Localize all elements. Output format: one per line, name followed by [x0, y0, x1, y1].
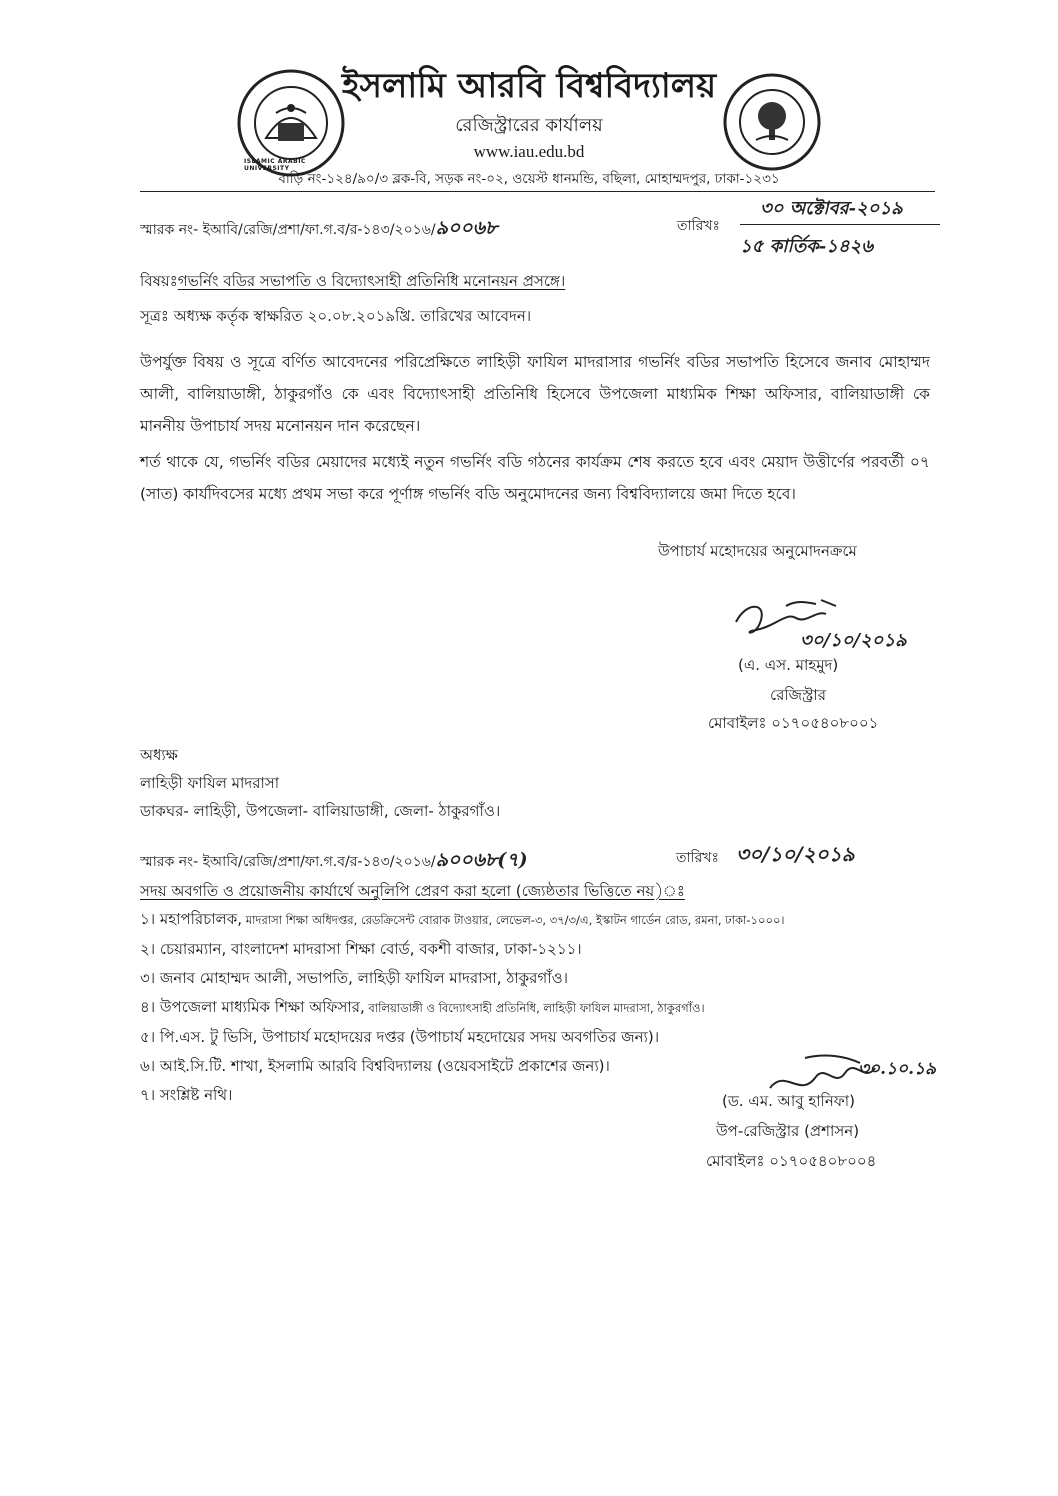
- distribution-item-main: ৩। জনাব মোহাম্মদ আলী, সভাপতি, লাহিড়ী ফাযিল মাদরাসা, ঠাকুরগাঁও।: [140, 969, 569, 987]
- memo-date-bangla: ১৫ কার্তিক-১৪২৬: [740, 236, 873, 257]
- seal-logo: [722, 72, 822, 172]
- address: বাড়ি নং-১২৪/৯০/৩ ব্লক-বি, সড়ক নং-০২, ওয়েস্ট ধানমন্ডি, বছিলা, মোহাম্মদপুর, ঢাকা-১২৩১: [278, 171, 780, 187]
- distribution-item-main: ৫। পি.এস. টু ভিসি, উপাচার্য মহোদয়ের দপ্তর (উপাচার্য মহদোয়ের সদয় অবগতির জন্য)।: [140, 1028, 660, 1046]
- header-divider: [140, 191, 935, 192]
- distribution-item: [140, 993, 785, 1023]
- distribution-item-detail: মাদরাসা শিক্ষা অধিদপ্তর, রেডক্রিসেন্ট বোরাক টাওয়ার, লেভেল-৩, ৩৭/৩/এ, ইস্কাটন গার্ডেন রোড, রমনা, ঢাকা-১০০০।: [242, 913, 785, 927]
- memo-ref-handwritten: ৯০০৬৮: [435, 217, 498, 239]
- distribution-heading: সদয় অবগতি ও প্রয়োজনীয় কার্যার্থে অনুলিপি প্রেরণ করা হলো (জ্যেষ্ঠতার ভিত্তিতে নয়)ঃ: [140, 882, 685, 900]
- recipient-title: অধ্যক্ষ: [140, 746, 178, 764]
- recipient-institution: লাহিড়ী ফাযিল মাদরাসা: [140, 774, 280, 792]
- subject-line: [140, 270, 565, 295]
- university-name: ইসলামি আরবি বিশ্ববিদ্যালয়: [341, 66, 717, 106]
- recipient-address: ডাকঘর- লাহিড়ী, উপজেলা- বালিয়াডাঙ্গী, জেলা- ঠাকুরগাঁও।: [140, 802, 501, 820]
- signatory-2-mobile: মোবাইলঃ ০১৭০৫৪০৮০০৪: [706, 1152, 877, 1170]
- distribution-item-detail: বালিয়াডাঙ্গী ও বিদ্যোৎসাহী প্রতিনিধি, লাহিড়ী ফাযিল মাদরাসা, ঠাকুরগাঁও।: [364, 1001, 705, 1015]
- logo-text: ISLAMIC ARABIC UNIVERSITY: [244, 158, 306, 172]
- subject-text: গভর্নিং বডির সভাপতি ও বিদ্যোৎসাহী প্রতিনিধি মনোনয়ন প্রসঙ্গে।: [177, 272, 566, 290]
- copy-memo-date: ৩০/১০/২০১৯: [736, 842, 855, 866]
- signatory-1-name: (এ. এস. মাহমুদ): [738, 656, 839, 674]
- memo-ref-printed: স্মারক নং- ইআবি/রেজি/প্রশা/ফা.গ.ব/র-১৪৩/২০১৬/: [140, 222, 436, 238]
- signatory-2-designation: উপ-রেজিস্ট্রার (প্রশাসন): [716, 1122, 860, 1140]
- distribution-item: [140, 1023, 785, 1052]
- signatory-1-mobile: মোবাইলঃ ০১৭০৫৪০৮০০১: [708, 714, 879, 732]
- body-paragraph-2: শর্ত থাকে যে, গভর্নিং বডির মেয়াদের মধ্যেই নতুন গভর্নিং বডি গঠনের কার্যক্রম শেষ করতে হবে এবং মেয়াদ উত্তীর্ণের পরবর্তী ০৭ (সাত) কার্যদিবসের মধ্যে প্রথম সভা করে পূর্ণাঙ্গ গভর্নিং বডি অনুমোদনের জন্য বিশ্ববিদ্যালয়ে জমা দিতে হবে।: [140, 453, 930, 503]
- reference-line: সূত্রঃ অধ্যক্ষ কর্তৃক স্বাক্ষরিত ২০.০৮.২০১৯খ্রি. তারিখের আবেদন।: [140, 307, 532, 325]
- distribution-item-main: ৪। উপজেলা মাধ্যমিক শিক্ষা অফিসার,: [140, 998, 365, 1016]
- signatory-2-name: (ড. এম. আবু হানিফা): [722, 1092, 855, 1110]
- subject-label: বিষয়ঃ: [140, 272, 178, 290]
- copy-memo-date-label: তারিখঃ: [676, 850, 719, 866]
- memo-date-label: তারিখঃ: [677, 218, 720, 234]
- signature-2-date: ৩০.১০.১৯: [858, 1059, 937, 1079]
- website: www.iau.edu.bd: [473, 142, 585, 161]
- distribution-item: [140, 935, 785, 964]
- signature-1-date: ৩০/১০/২০১৯: [800, 630, 907, 651]
- distribution-item-main: ১। মহাপরিচালক,: [140, 910, 243, 928]
- signatory-1-designation: রেজিস্ট্রার: [770, 686, 827, 704]
- distribution-list: [140, 905, 785, 1110]
- distribution-item-main: ৬। আই.সি.টি. শাখা, ইসলামি আরবি বিশ্ববিদ্যালয় (ওয়েবসাইটে প্রকাশের জন্য)।: [140, 1057, 610, 1075]
- body-paragraph-1: উপর্যুক্ত বিষয় ও সূত্রে বর্ণিত আবেদনের পরিপ্রেক্ষিতে লাহিড়ী ফাযিল মাদরাসার গভর্নিং বডির সভাপতি হিসেবে জনাব মোহাম্মদ আলী, বালিয়াডাঙ্গী, ঠাকুরগাঁও কে এবং বিদ্যোৎসাহী প্রতিনিধি হিসেবে উপজেলা মাধ্যমিক শিক্ষা অফিসার, বালিয়াডাঙ্গী কে মাননীয় উপাচার্য সদয় মনোনয়ন দান করেছেন।: [140, 353, 930, 435]
- distribution-item: [140, 964, 785, 993]
- office-name: রেজিস্ট্রারের কার্যালয়: [455, 115, 603, 136]
- distribution-item-main: ৭। সংশ্লিষ্ট নথি।: [140, 1086, 233, 1104]
- distribution-item: [140, 905, 785, 935]
- memo-reference: [140, 214, 497, 246]
- distribution-item-main: ২। চেয়ারম্যান, বাংলাদেশ মাদরাসা শিক্ষা বোর্ড, বকশী বাজার, ঢাকা-১২১১।: [140, 940, 582, 958]
- distribution-item: [140, 1052, 785, 1081]
- copy-memo-ref-handwritten: ৯০০৬৮(৭): [435, 849, 528, 871]
- copy-memo-reference: [140, 846, 528, 878]
- copy-memo-ref-printed: স্মারক নং- ইআবি/রেজি/প্রশা/ফা.গ.ব/র-১৪৩/২০১৬/: [140, 854, 436, 870]
- approval-note: উপাচার্য মহোদয়ের অনুমোদনক্রমে: [658, 542, 857, 560]
- memo-date-underline: [740, 224, 940, 225]
- memo-date-english: ৩০ অক্টোবর-২০১৯: [760, 198, 903, 219]
- distribution-item: [140, 1081, 785, 1110]
